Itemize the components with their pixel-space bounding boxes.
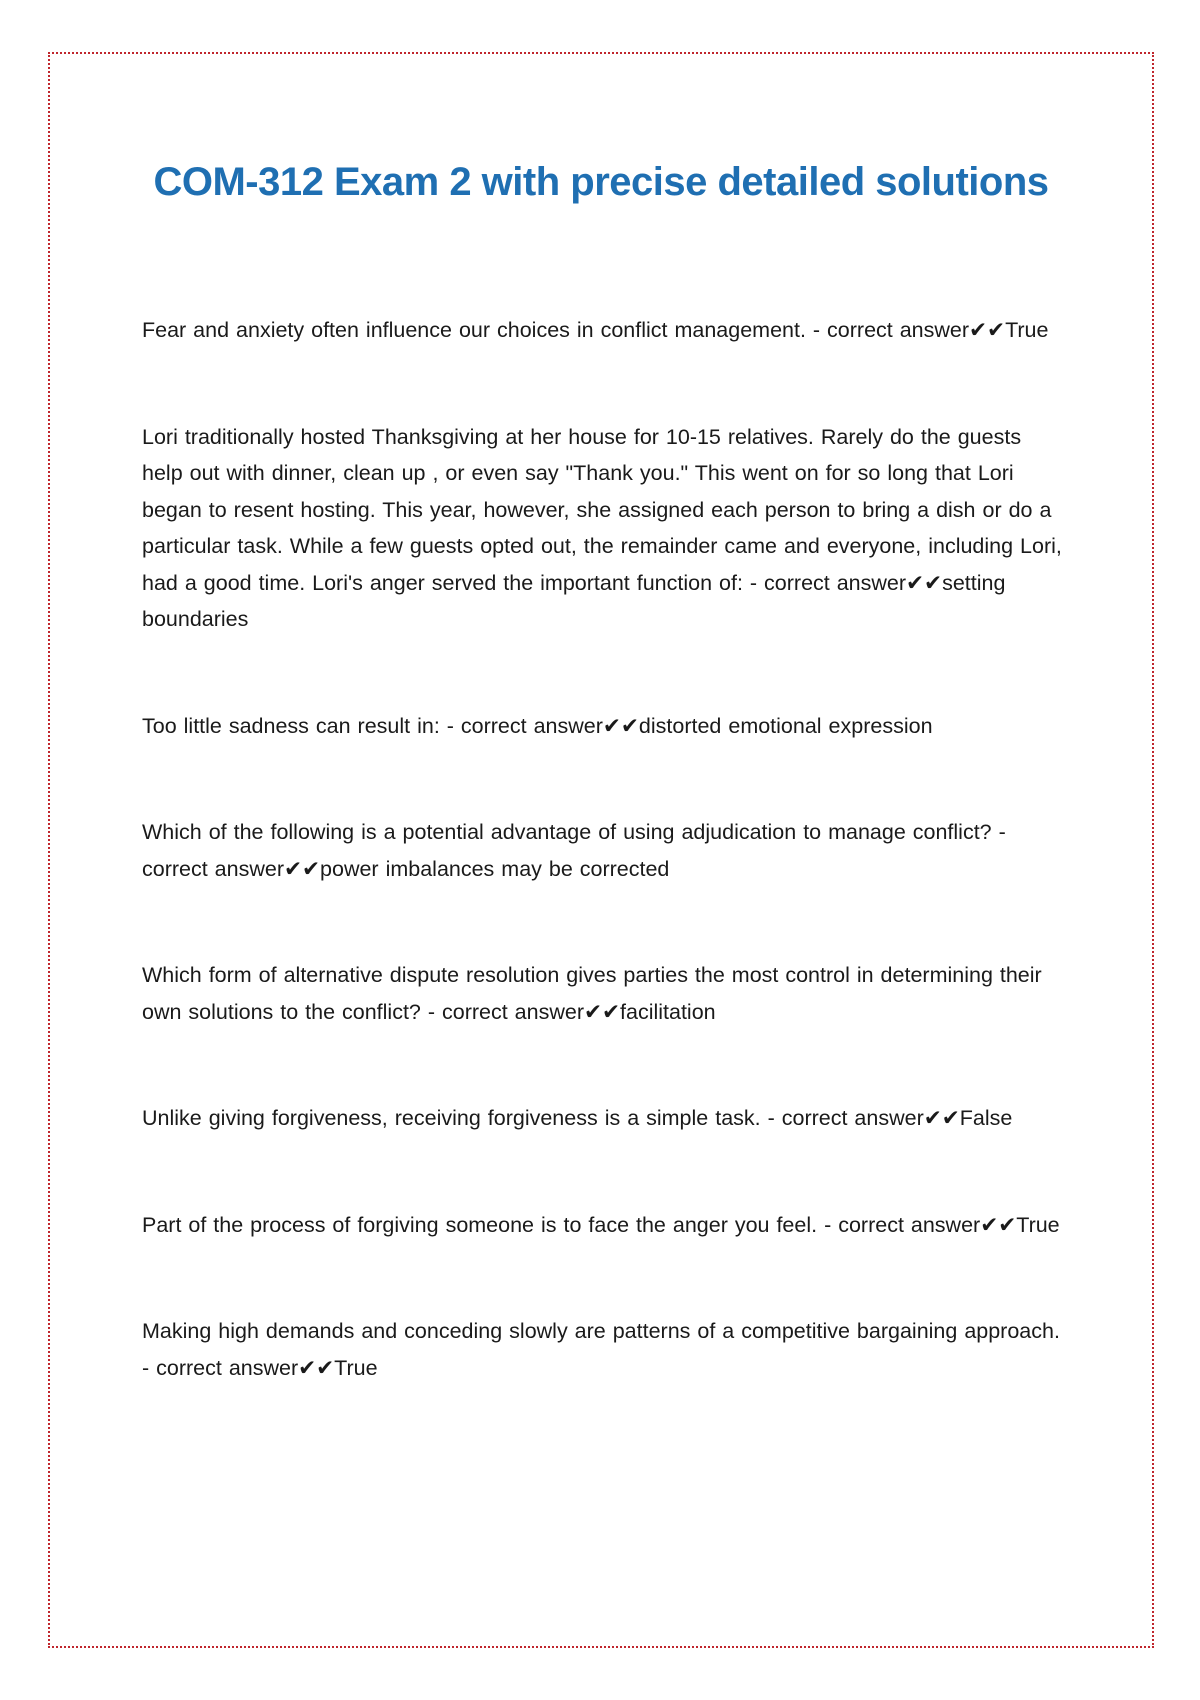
correct-answer-label: - correct answer✔✔ bbox=[760, 1106, 960, 1130]
qa-item bbox=[142, 1100, 1068, 1137]
answer-text: power imbalances may be corrected bbox=[320, 856, 670, 881]
answer-text: facilitation bbox=[620, 999, 716, 1024]
answer-text: True bbox=[1005, 318, 1049, 342]
qa-item bbox=[142, 957, 1068, 1030]
answer-text: distorted emotional expression bbox=[638, 713, 933, 738]
question-text: Which of the following is a potential advantage of using adjudication to manage conflict? bbox=[142, 820, 992, 844]
qa-item bbox=[142, 1207, 1068, 1244]
answer-text: True bbox=[1016, 1212, 1060, 1237]
question-text: Lori traditionally hosted Thanksgiving at her house for 10-15 relatives. Rarely do the guests help out with dinner, clean up , or even say "Thank you." This went on for so long that Lori began to resent hosting. This year, however, she assigned each person to bring a dish or do a particular task. While a few guests opted out, the remainder came and everyone, including Lori, had a good time. Lori's anger served the important function of: bbox=[142, 424, 1062, 595]
question-text: Too little sadness can result in: bbox=[142, 713, 440, 738]
qa-item bbox=[142, 419, 1068, 638]
answer-text: False bbox=[959, 1106, 1013, 1130]
correct-answer-label: - correct answer✔✔ bbox=[142, 1355, 335, 1380]
correct-answer-label: - correct answer✔✔ bbox=[142, 820, 1006, 881]
correct-answer-label: - correct answer✔✔ bbox=[742, 570, 943, 595]
correct-answer-label: - correct answer✔✔ bbox=[817, 1212, 1017, 1237]
question-text: Unlike giving forgiveness, receiving forgiveness is a simple task. bbox=[142, 1106, 761, 1130]
page-title: COM-312 Exam 2 with precise detailed solutions bbox=[153, 160, 1049, 204]
question-text: Fear and anxiety often influence our choices in conflict management. bbox=[142, 318, 806, 342]
qa-list bbox=[142, 312, 1068, 1456]
correct-answer-label: - correct answer✔✔ bbox=[805, 318, 1006, 342]
question-text: Part of the process of forgiving someone is to face the anger you feel. bbox=[142, 1212, 818, 1237]
qa-item bbox=[142, 312, 1068, 349]
answer-text: setting boundaries bbox=[142, 570, 1006, 631]
correct-answer-label: - correct answer✔✔ bbox=[439, 713, 639, 738]
question-text: Which form of alternative dispute resolution gives parties the most control in determining their own solutions to the conflict? bbox=[142, 963, 1042, 1024]
question-text: Making high demands and conceding slowly are patterns of a competitive bargaining approach. bbox=[142, 1319, 1060, 1343]
qa-item bbox=[142, 814, 1068, 887]
correct-answer-label: - correct answer✔✔ bbox=[420, 999, 621, 1024]
qa-item bbox=[142, 708, 1068, 745]
answer-text: True bbox=[334, 1355, 378, 1380]
qa-item bbox=[142, 1313, 1068, 1386]
